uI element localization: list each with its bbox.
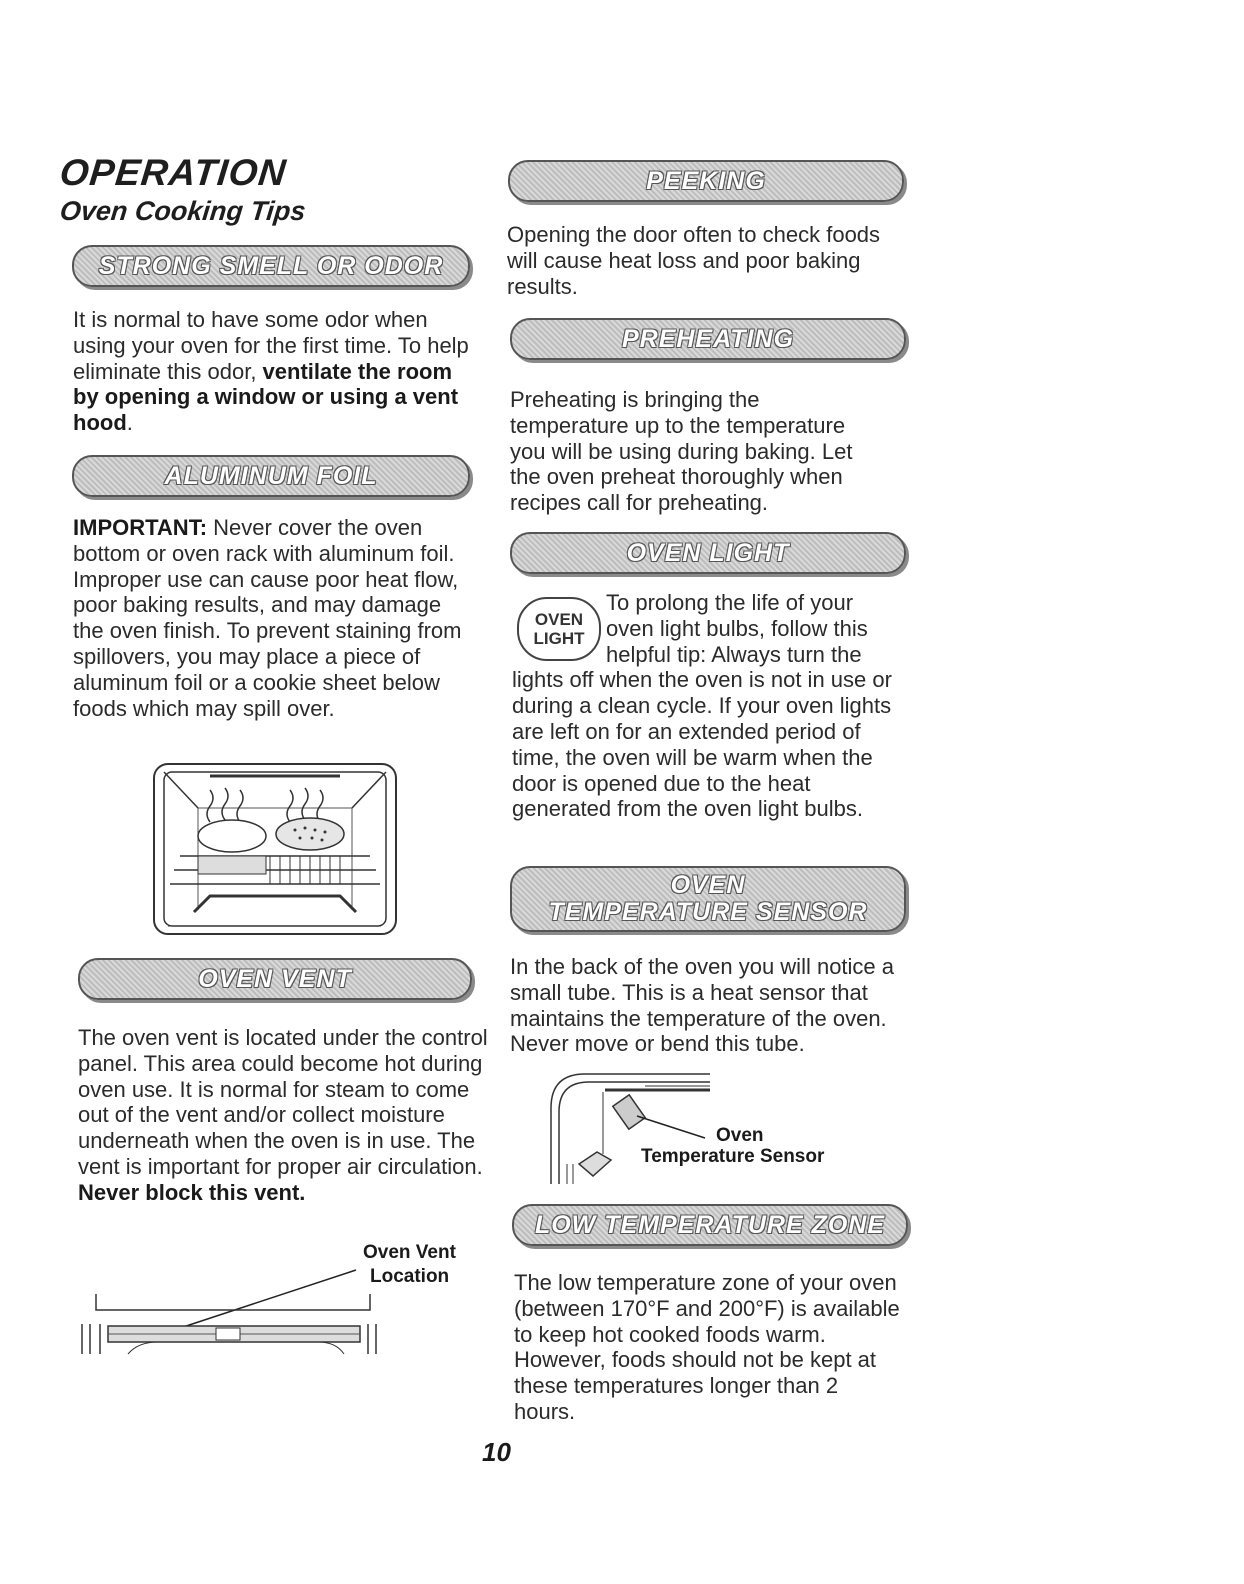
heading-oven-light-text: OVEN LIGHT — [626, 538, 790, 567]
paragraph-oven-light — [512, 590, 892, 822]
paragraph-low-temp-zone: The low temperature zone of your oven (between 170°F and 200°F) is available to keep hot cooked foods warm. However, foods should not be kept at these temperatures longer than 2 hours. — [514, 1270, 900, 1424]
heading-preheating-text: PREHEATING — [621, 324, 795, 353]
badge-spacer — [512, 590, 606, 664]
page-number: 10 — [482, 1437, 511, 1467]
oven-vent-label-line2: Location — [370, 1266, 450, 1287]
paragraph-aluminum-foil — [73, 515, 468, 721]
paragraph-peeking: Opening the door often to check foods will cause heat loss and poor baking results. — [507, 222, 881, 299]
aluminum-foil-bold: IMPORTANT: — [73, 515, 208, 540]
heading-preheating — [510, 318, 906, 360]
page-title: OPERATION — [57, 152, 289, 193]
heading-oven-light — [510, 532, 906, 574]
oven-light-badge-line2: LIGHT — [533, 629, 585, 648]
heading-peeking-text: PEEKING — [646, 166, 766, 195]
heading-aluminum-foil — [72, 455, 470, 497]
heading-aluminum-foil-text: ALUMINUM FOIL — [164, 461, 378, 490]
heading-low-temp-zone-text: LOW TEMPERATURE ZONE — [534, 1210, 886, 1239]
heading-oven-vent-text: OVEN VENT — [198, 964, 352, 993]
oven-light-text: To prolong the life of your oven light bulbs, follow this helpful tip: Always turn the lights off when the oven is not in use or during a clean cycle. If your oven lights are left on for an extended period of time, the oven will be warm when the door is opened due to the heat generated from the oven light bulbs. — [512, 590, 892, 822]
heading-strong-smell — [72, 245, 470, 287]
oven-light-badge-line1: OVEN — [534, 610, 584, 629]
paragraph-temp-sensor: In the back of the oven you will notice a small tube. This is a heat sensor that maintains the temperature of the oven. Never move or bend this tube. — [510, 954, 895, 1057]
heading-low-temp-zone — [512, 1204, 908, 1246]
paragraph-oven-vent — [78, 1025, 488, 1206]
temp-sensor-label-line2: Temperature Sensor — [641, 1146, 825, 1167]
oven-vent-bold: Never block this vent. — [78, 1179, 306, 1205]
heading-temp-sensor — [510, 866, 906, 932]
strong-smell-bold: ventilate the room by opening a window or using a vent hood — [73, 358, 459, 436]
paragraph-strong-smell — [73, 307, 478, 436]
paragraph-preheating: Preheating is bringing the temperature up to the temperature you will be using during baking. Let the oven preheat thoroughly when recipes call for preheating. — [510, 387, 853, 516]
page-subtitle: Oven Cooking Tips — [58, 196, 308, 226]
temp-sensor-diagram — [545, 1068, 715, 1186]
heading-temp-sensor-line2: TEMPERATURE SENSOR — [548, 898, 868, 926]
oven-vent-label-line1: Oven Vent — [363, 1242, 456, 1263]
heading-oven-vent — [78, 958, 472, 1000]
oven-vent-diagram — [78, 1262, 383, 1358]
heading-temp-sensor-line1: OVEN — [670, 871, 746, 899]
temp-sensor-label-line1: Oven — [716, 1125, 764, 1146]
heading-peeking — [508, 160, 904, 202]
strong-smell-text: It is normal to have some odor when using your oven for the first time. To help eliminate this odor, — [73, 307, 469, 384]
heading-strong-smell-text: STRONG SMELL OR ODOR — [98, 251, 444, 280]
aluminum-foil-text: Never cover the oven bottom or oven rack with aluminum foil. Improper use can cause poor heat flow, poor baking results, and may damage the oven finish. To prevent staining from spillovers, you may place a piece of aluminum foil or a cookie sheet below foods which may spill over. — [73, 515, 462, 721]
oven-interior-illustration — [150, 760, 400, 938]
oven-vent-text: The oven vent is located under the control panel. This area could become hot during oven use. It is normal for steam to come out of the vent and/or collect moisture underneath when the oven is in use. The vent is important for proper air circulation. — [78, 1025, 488, 1179]
strong-smell-text-end: . — [126, 410, 133, 436]
